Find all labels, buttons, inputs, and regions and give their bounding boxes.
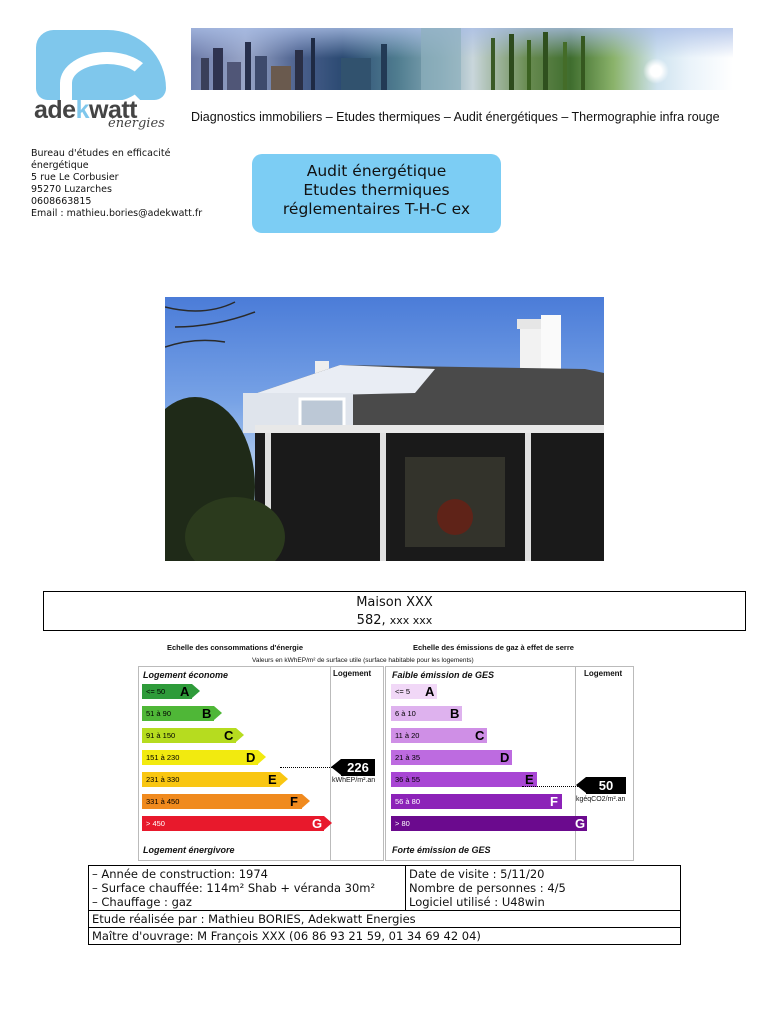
energy-class-letter: A: [180, 684, 190, 699]
energy-class-letter: E: [268, 772, 277, 787]
visit-info-cell: [406, 866, 681, 911]
heated-surface: – Surface chauffée: 114m² Shab + véranda 30m²: [92, 881, 376, 895]
energy-pointer-line: [280, 767, 334, 768]
ges-class-letter: C: [475, 728, 485, 743]
energy-class-range: 231 à 330: [146, 775, 180, 784]
energy-class-range: 91 à 150: [146, 731, 176, 740]
ges-unit: kgéqCO2/m².an: [576, 796, 626, 803]
ges-class-letter: E: [525, 772, 534, 787]
logo-wordmark: adekwatt: [34, 96, 137, 124]
building-info-cell: [89, 866, 406, 911]
ges-top-label: Faible émission de GES: [392, 670, 495, 680]
energy-class-range: 151 à 230: [146, 753, 180, 762]
energy-class-a: [142, 684, 200, 699]
ges-class-range: 56 à 80: [395, 797, 421, 806]
house-photo: [165, 297, 604, 561]
address-line: 95270 Luzarches: [31, 184, 112, 195]
project-owner: Maître d'ouvrage: M François XXX (06 86 93 21 59, 01 34 69 42 04): [89, 928, 681, 945]
ges-class-g: [391, 816, 595, 831]
ges-col-label: Logement: [584, 669, 623, 678]
ges-scale-title: Echelle des émissions de gaz à effet de serre: [413, 643, 574, 652]
energy-class-range: 51 à 90: [146, 709, 172, 718]
address-line: 5 rue Le Corbusier: [31, 172, 119, 183]
energy-class-letter: F: [290, 794, 298, 809]
ges-class-letter: F: [550, 794, 558, 809]
ges-class-c: [391, 728, 495, 743]
property-name: Maison XXX: [356, 595, 433, 610]
company-address: [31, 148, 241, 220]
ges-class-letter: A: [425, 684, 435, 699]
heating-type: – Chauffage : gaz: [92, 895, 192, 909]
energy-unit: kWhEP/m².an: [332, 777, 376, 784]
ges-class-range: 11 à 20: [395, 731, 420, 740]
energy-class-letter: C: [224, 728, 234, 743]
energy-top-label: Logement économe: [143, 670, 229, 680]
ges-class-range: 21 à 35: [395, 753, 421, 762]
energy-col-label: Logement: [333, 669, 372, 678]
energy-class-g: [142, 816, 332, 831]
ges-class-range: 6 à 10: [395, 709, 416, 718]
energy-class-d: [142, 750, 266, 765]
energy-class-letter: G: [312, 816, 323, 831]
energy-value-arrow: [331, 759, 377, 776]
audit-info-table: [88, 865, 681, 945]
energy-class-letter: D: [246, 750, 256, 765]
energy-value: 226: [341, 759, 375, 776]
ges-scale-frame: [385, 666, 634, 861]
ges-class-letter: D: [500, 750, 510, 765]
ges-pointer-line: [522, 786, 578, 787]
energy-class-f: [142, 794, 310, 809]
ges-class-b: [391, 706, 470, 721]
energy-bottom-label: Logement énergivore: [143, 845, 235, 855]
ges-class-d: [391, 750, 520, 765]
ges-value: 50: [586, 777, 626, 794]
ges-class-e: [391, 772, 545, 787]
phone: 0608663815: [31, 196, 92, 207]
address-line: énergétique: [31, 160, 89, 171]
ges-value-arrow: [576, 777, 628, 794]
energy-class-range: <= 50: [146, 687, 166, 696]
construction-year: – Année de construction: 1974: [92, 867, 268, 881]
ges-class-range: > 80: [395, 819, 410, 828]
software: Logiciel utilisé : U48win: [409, 895, 545, 909]
property-title: [43, 591, 746, 631]
energy-scale-frame: [138, 666, 384, 861]
ges-class-a: [391, 684, 445, 699]
ges-class-f: [391, 794, 570, 809]
energy-class-range: > 450: [146, 819, 165, 828]
energy-class-e: [142, 772, 288, 787]
visit-date: Date de visite : 5/11/20: [409, 867, 545, 881]
energy-scale-title: Echelle des consommations d'énergie: [167, 643, 303, 652]
energy-class-letter: B: [202, 706, 212, 721]
property-ref: 582, xxx xxx: [356, 613, 433, 628]
energy-class-b: [142, 706, 222, 721]
ges-class-range: <= 5: [395, 687, 411, 696]
energy-class-c: [142, 728, 244, 743]
ges-class-letter: G: [575, 816, 586, 831]
ges-class-range: 36 à 55: [395, 775, 421, 784]
services-label: Audit énergétique Etudes thermiques réglementaires T-H-C ex: [252, 154, 501, 233]
energy-units-note: Valeurs en kWhEP/m² de surface utile (surface habitable pour les logements): [252, 657, 474, 664]
tagline: Diagnostics immobiliers – Etudes thermiques – Audit énergétiques – Thermographie infra rouge: [191, 110, 720, 124]
ges-class-letter: B: [450, 706, 460, 721]
occupants: Nombre de personnes : 4/5: [409, 881, 566, 895]
energy-class-range: 331 à 450: [146, 797, 180, 806]
study-author: Etude réalisée par : Mathieu BORIES, Adekwatt Energies: [89, 911, 681, 928]
header-banner-image: [191, 28, 733, 90]
email[interactable]: Email : mathieu.bories@adekwatt.fr: [31, 208, 203, 219]
logo-subtitle: énergies: [108, 116, 165, 131]
address-line: Bureau d'études en efficacité: [31, 148, 171, 159]
ges-bottom-label: Forte émission de GES: [392, 845, 491, 855]
